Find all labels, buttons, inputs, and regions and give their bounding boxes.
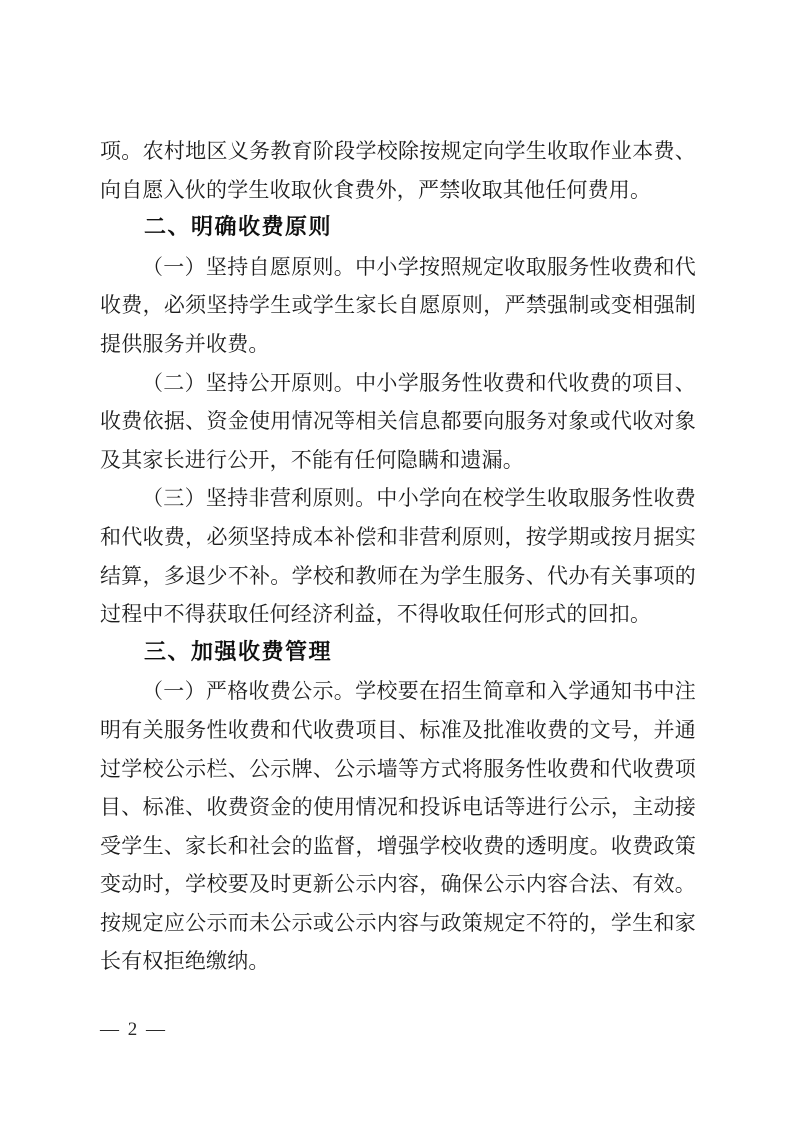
section-heading-2: 二、明确收费原则 [144, 215, 333, 241]
paragraph-principle-1: （一）坚持自愿原则。中小学按照规定收取服务性收费和代收费，必须坚持学生或学生家长自愿原则，严禁强制或变相强制提供服务并收费。 [100, 254, 696, 356]
paragraph-principle-2: （二）坚持公开原则。中小学服务性收费和代收费的项目、收费依据、资金使用情况等相关信息都要向服务对象或代收对象及其家长进行公开，不能有任何隐瞒和遗漏。 [100, 370, 696, 472]
document-body [100, 132, 696, 981]
paragraph-continuation: 项。农村地区义务教育阶段学校除按规定向学生收取作业本费、向自愿入伙的学生收取伙食费外，严禁收取其他任何费用。 [100, 139, 696, 202]
paragraph-management-1: （一）严格收费公示。学校要在招生简章和入学通知书中注明有关服务性收费和代收费项目、标准及批准收费的文号，并通过学校公示栏、公示牌、公示墙等方式将服务性收费和代收费项目、标准、收费资金的使用情况和投诉电话等进行公示，主动接受学生、家长和社会的监督，增强学校收费的透明度。收费政策变动时，学校要及时更新公示内容，确保公示内容合法、有效。按规定应公示而未公示或公示内容与政策规定不符的，学生和家长有权拒绝缴纳。 [100, 679, 696, 974]
paragraph-principle-3: （三）坚持非营利原则。中小学向在校学生收取服务性收费和代收费，必须坚持成本补偿和非营利原则，按学期或按月据实结算，多退少不补。学校和教师在为学生服务、代办有关事项的过程中不得获取任何经济利益，不得收取任何形式的回扣。 [100, 486, 696, 627]
page-number: — 2 — [100, 1019, 167, 1040]
section-heading-3: 三、加强收费管理 [144, 639, 333, 665]
